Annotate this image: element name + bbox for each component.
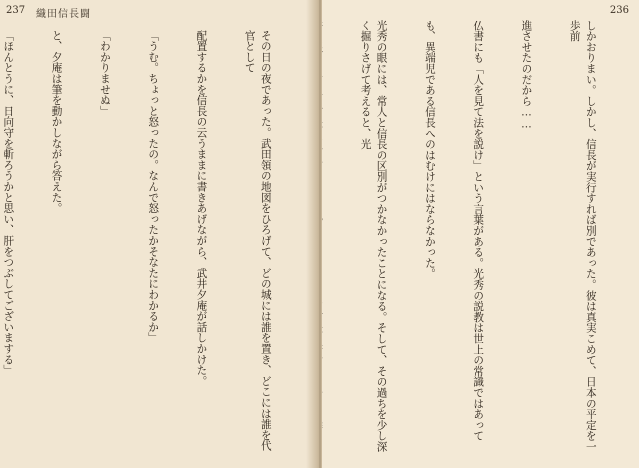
text-column: 進させたのだから…… (520, 20, 533, 131)
right-page (322, 0, 639, 468)
left-body-text (2, 30, 306, 455)
text-column: 光秀の眼には、常人と信長の区別がつかなかったことになる。そして、その過ちを少し深く掘りさげて考えると、光 (359, 20, 388, 452)
running-title: 織田信長闘 (36, 9, 91, 20)
page-number-left: 237 (6, 5, 26, 16)
page-number-right: 236 (609, 5, 629, 16)
text-column: 仏書にも「人を見て法を説け」という言葉がある。光秀の説教は世上の常識ではあって (472, 20, 485, 442)
text-column: 「うむ。ちょっと怒ったの。なんで怒ったかそなたにわかるか」 (147, 30, 160, 344)
text-column: 「わかりませぬ」 (98, 30, 111, 117)
text-column: 「ほんとうに、日向守を斬ろうかと思い、肝をつぶしてございまする」 (2, 30, 15, 376)
text-column (322, 20, 325, 455)
text-column: と、夕庵は筆を動かしながら答えた。 (50, 30, 63, 214)
text-column: 配置するかを信長の云うままに書きあげながら、武井夕庵が話しかけた。 (195, 30, 208, 387)
right-body-text (331, 20, 631, 455)
text-column: その日の夜であった。武田領の地図をひろげて、どの城には誰を置き、どこには誰を代官として (243, 30, 272, 452)
text-column: しかおりまい。しかし、信長が実行すれば別であった。彼は真実こめて、日本の平定を一歩前 (568, 20, 597, 452)
text-column: も、異端児である信長へのはむけにはならなかった。 (423, 20, 436, 280)
left-page (0, 0, 316, 468)
